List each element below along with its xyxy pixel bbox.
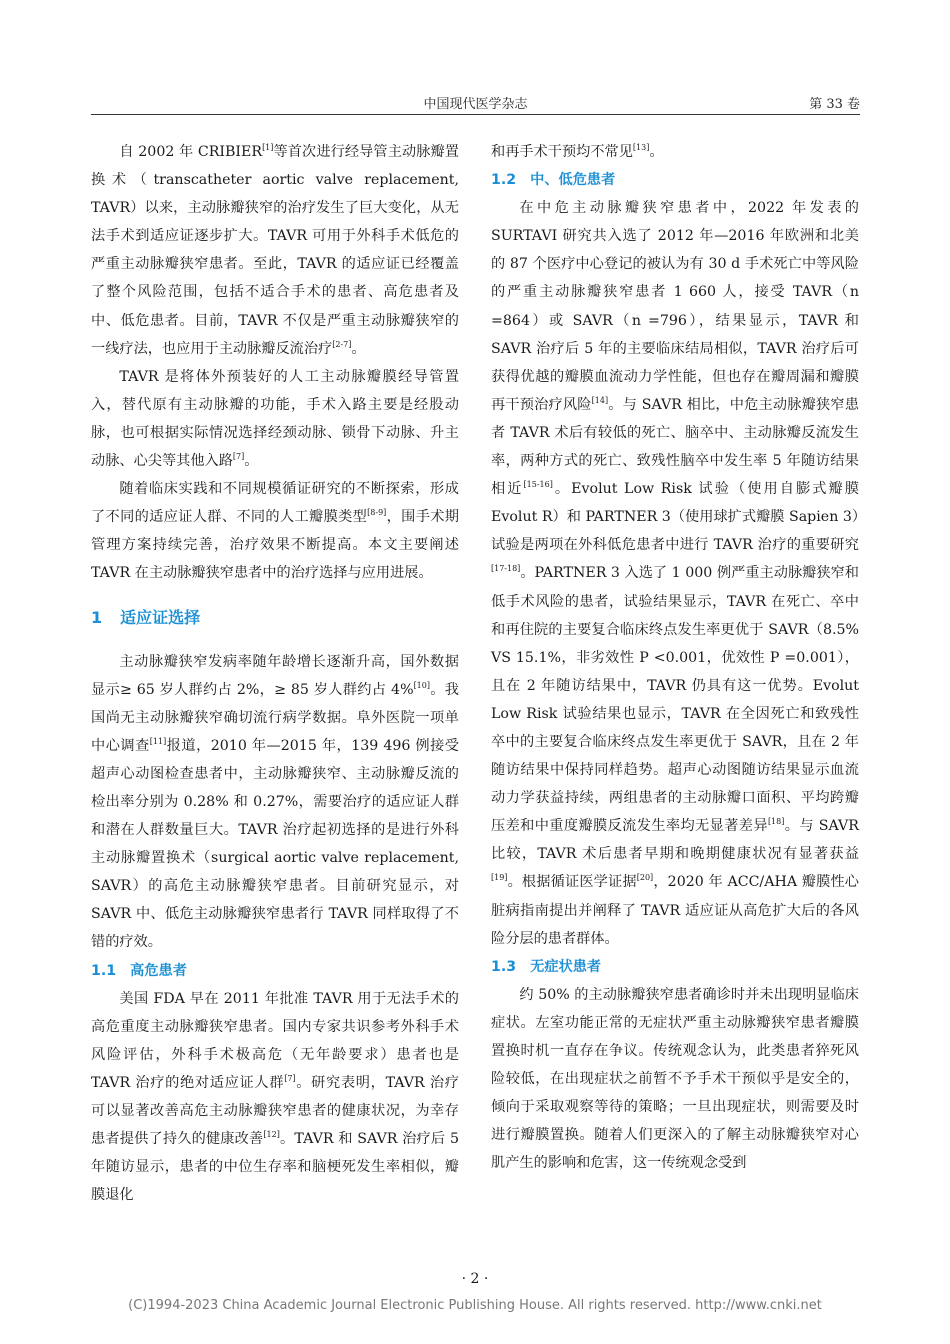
volume-label: 第 33 卷: [809, 97, 860, 112]
citation[interactable]: [19]: [491, 873, 508, 883]
citation[interactable]: [13]: [632, 143, 650, 152]
section-heading-1-3: 1.3 无症状患者: [491, 958, 602, 975]
paragraph-section-1: 主动脉瓣狭窄发病率随年龄增长逐渐升高，国外数据显示≥ 65 岁人群约占 2%，≥ 85 岁人群约占 4%[10]。我国尚无主动脉瓣狭窄确切流行病学数据。阜外医院一项单中心调查[11]报道，2010 年—2015 年，139 496 例接受超声心动图检查患者中，主动脉瓣狭窄、主动脉瓣反流的检出率分别为 0.28% 和 0.27%，需要治疗的适应证人群和潜在人群数量巨大。TAVR 治疗起初选择的是进行外科主动脉瓣置换术（surgical aortic valve replacement, SAVR）的高危主动脉瓣狭窄患者。目前研究显示，对 SAVR 中、低危主动脉瓣狭窄患者行 TAVR 同样取得了不错的疗效。: [91, 653, 459, 951]
citation[interactable]: [17-18]: [491, 564, 521, 574]
paragraph-intro-3: 随着临床实践和不同规模循证研究的不断探索，形成了不同的适应证人群、不同的人工瓣膜类型[8-9]，围手术期管理方案持续完善，治疗效果不断提高。本文主要阐述 TAVR 在主动脉瓣狭窄患者中的治疗选择与应用进展。: [91, 481, 459, 582]
citation[interactable]: [7]: [232, 452, 245, 462]
citation[interactable]: [2-7]: [332, 339, 352, 349]
paragraph-intermediate-low-risk: 在中危主动脉瓣狭窄患者中，2022 年发表的 SURTAVI 研究共入选了 2012 年—2016 年欧洲和北美的 87 个医疗中心登记的被认为有 30 d 手术死亡中等风险的严重主动脉瓣狭窄患者 1 660 人，接受 TAVR（n =864）或 SAVR（n =796），结果显示，TAVR 和 SAVR 治疗后 5 年的主要临床结局相似，TAVR 治疗后可获得优越的瓣膜血流动力学性能，但也存在瓣周漏和瓣膜再干预治疗风险[14]。与 SAVR 相比，中危主动脉瓣狭窄患者 TAVR 术后有较低的死亡、脑卒中、主动脉瓣反流发生率，两种方式的死亡、致残性脑卒中发生率 5 年随访结果相近[15-16]。Evolut Low Risk 试验（使用自膨式瓣膜 Evolut R）和 PARTNER 3（使用球扩式瓣膜 Sapien 3）试验是两项在外科低危患者中进行 TAVR 治疗的重要研究[17-18]。PARTNER 3 入选了 1 000 例严重主动脉瓣狭窄和低手术风险的患者，试验结果显示，TAVR 在死亡、卒中和再住院的主要复合临床终点发生率更优于 SAVR（8.5% VS 15.1%，非劣效性 P <0.001，优效性 P =0.001），且在 2 年随访结果中，TAVR 仍具有这一优势。Evolut Low Risk 试验结果也显示，TAVR 在全因死亡和致残性卒中的主要复合临床终点发生率更优于 SAVR，且在 2 年随访结果中保持同样趋势。超声心动图随访结果显示血流动力学获益持续，两组患者的主动脉瓣口面积、平均跨瓣压差和中重度瓣膜反流发生率均无显著差异[18]。与 SAVR 比较，TAVR 术后患者早期和晚期健康状况有显著获益[19]。根据循证医学证据[20]，2020 年 ACC/AHA 瓣膜性心脏病指南提出并阐释了 TAVR 适应证从高危扩大后的各风险分层的患者群体。: [491, 200, 859, 947]
paragraph-intro-1: 自 2002 年 CRIBIER[1]等首次进行经导管主动脉瓣置换术（transcatheter aortic valve replacement, TAVR）以来，主动脉瓣狭窄的治疗发生了巨大变化，从无法手术到适应证逐步扩大。TAVR 可用于外科手术低危的严重主动脉瓣狭窄患者。至此，TAVR 的适应证已经覆盖了整个风险范围，包括不适合手术的患者、高危患者及中、低危患者。目前，TAVR 不仅是严重主动脉瓣狭窄的一线疗法，也应用于主动脉瓣反流治疗[2-7]。: [91, 143, 459, 357]
section-heading-1: 1 适应证选择: [91, 607, 201, 627]
running-header: [91, 90, 860, 115]
citation[interactable]: [20]: [636, 873, 654, 883]
section-heading-1-1: 1.1 高危患者: [91, 962, 187, 979]
citation[interactable]: [7]: [284, 1073, 296, 1083]
citation[interactable]: [10]: [413, 680, 430, 690]
right-column: [491, 138, 859, 1177]
copyright-footer: (C)1994-2023 China Academic Journal Electronic Publishing House. All rights reserved. http://www.cnki.net: [128, 1298, 822, 1313]
left-column: [91, 138, 459, 1209]
citation[interactable]: [12]: [263, 1130, 280, 1140]
journal-title: 中国现代医学杂志: [423, 97, 528, 112]
citation[interactable]: [18]: [767, 817, 785, 827]
section-heading-1-2: 1.2 中、低危患者: [491, 172, 616, 189]
citation[interactable]: [14]: [591, 395, 609, 405]
citation[interactable]: [1]: [262, 143, 274, 152]
paragraph-high-risk-continued: 和再手术干预均不常见[13]。: [491, 143, 664, 160]
citation[interactable]: [15-16]: [523, 480, 553, 490]
citation[interactable]: [11]: [149, 736, 167, 746]
paragraph-high-risk: 美国 FDA 早在 2011 年批准 TAVR 用于无法手术的高危重度主动脉瓣狭窄患者。国内专家共识参考外科手术风险评估，外科手术极高危（无年龄要求）患者也是 TAVR 治疗的绝对适应证人群[7]。研究表明，TAVR 治疗可以显著改善高危主动脉瓣狭窄患者的健康状况，为幸存患者提供了持久的健康改善[12]。TAVR 和 SAVR 治疗后 5 年随访显示，患者的中位生存率和脑梗死发生率相似，瓣膜退化: [91, 990, 459, 1204]
paragraph-intro-2: TAVR 是将体外预装好的人工主动脉瓣膜经导管置入，替代原有主动脉瓣的功能，手术入路主要是经股动脉，也可根据实际情况选择经颈动脉、锁骨下动脉、升主动脉、心尖等其他入路[7]。: [91, 368, 459, 470]
paragraph-asymptomatic: 约 50% 的主动脉瓣狭窄患者确诊时并未出现明显临床症状。左室功能正常的无症状严重主动脉瓣狭窄患者瓣膜置换时机一直存在争议。传统观念认为，此类患者猝死风险较低，在出现症状之前暂不予手术干预似乎是安全的，倾向于采取观察等待的策略；一旦出现症状，则需要及时进行瓣膜置换。随着人们更深入的了解主动脉瓣狭窄对心肌产生的影响和危害，这一传统观念受到: [491, 986, 859, 1172]
citation[interactable]: [8-9]: [367, 508, 387, 518]
page-number: · 2 ·: [461, 1271, 489, 1287]
